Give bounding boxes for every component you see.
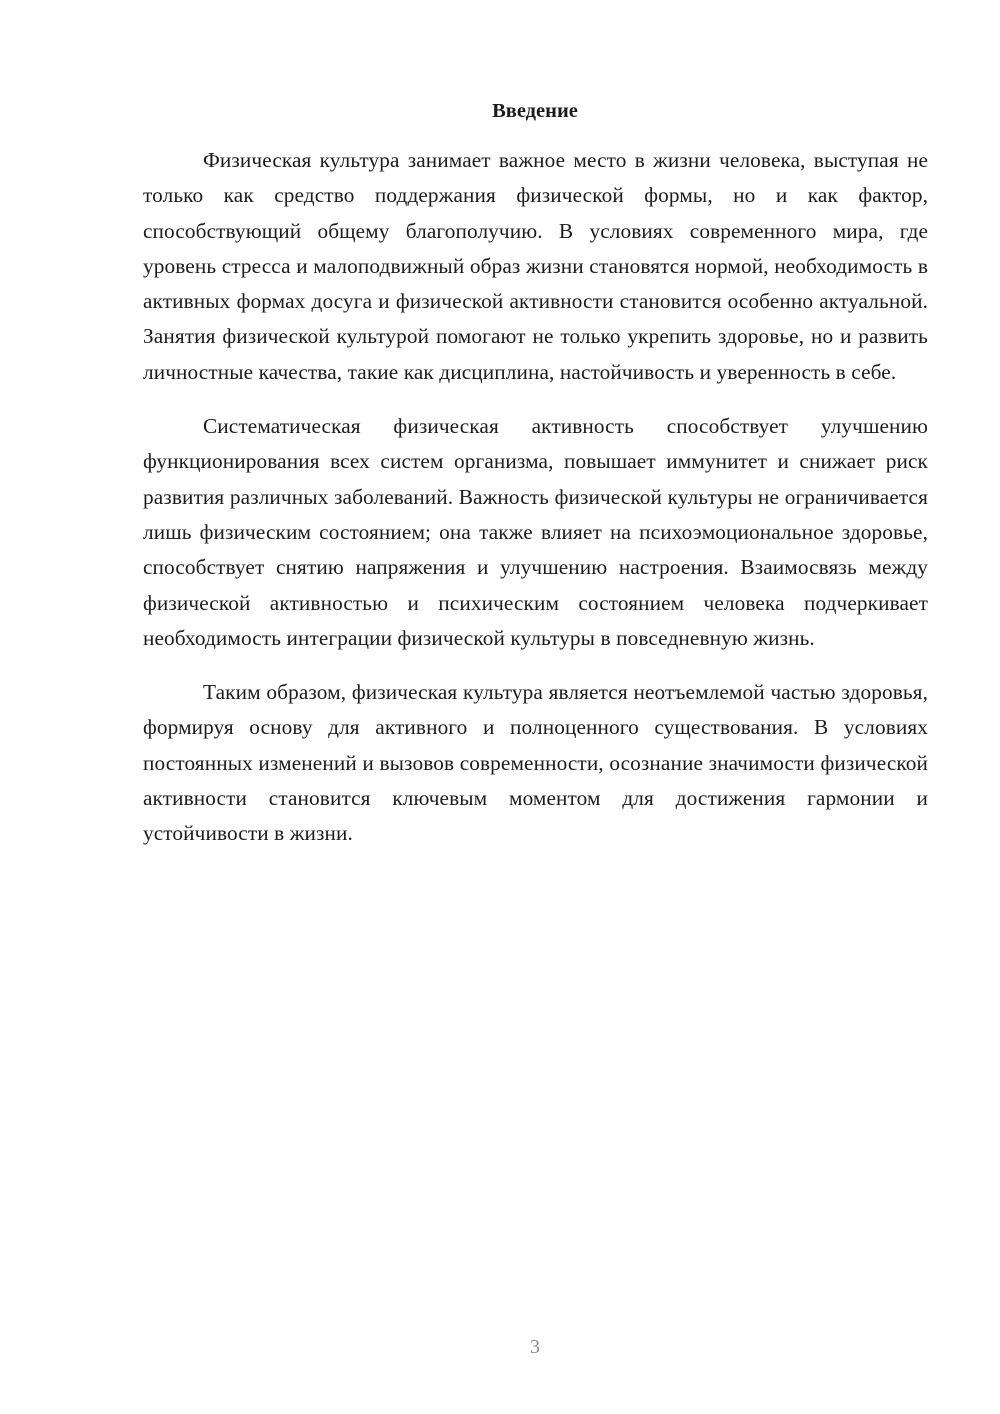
- body-text: [143, 143, 928, 871]
- paragraph-2: Систематическая физическая активность способствует улучшению функционирования всех систем организма, повышает иммунитет и снижает риск развития различных заболеваний. Важность физической культуры не ограничивается лишь физическим состоянием; она также влияет на психоэмоциональное здоровье, способствует снятию напряжения и улучшению настроения. Взаимосвязь между физической активностью и психическим состоянием человека подчеркивает необходимость интеграции физической культуры в повседневную жизнь.: [143, 414, 928, 650]
- paragraph-3: Таким образом, физическая культура является неотъемлемой частью здоровья, формируя основу для активного и полноценного существования. В условиях постоянных изменений и вызовов современности, осознание значимости физической активности становится ключевым моментом для достижения гармонии и устойчивости в жизни.: [143, 680, 928, 846]
- section-heading: Введение: [492, 100, 578, 122]
- paragraph-1: Физическая культура занимает важное место в жизни человека, выступая не только как средство поддержания физической формы, но и как фактор, способствующий общему благополучию. В условиях современного мира, где уровень стресса и малоподвижный образ жизни становятся нормой, необходимость в активных формах досуга и физической активности становится особенно актуальной. Занятия физической культурой помогают не только укрепить здоровье, но и развить личностные качества, такие как дисциплина, настойчивость и уверенность в себе.: [143, 148, 928, 384]
- page-number: 3: [530, 1336, 540, 1358]
